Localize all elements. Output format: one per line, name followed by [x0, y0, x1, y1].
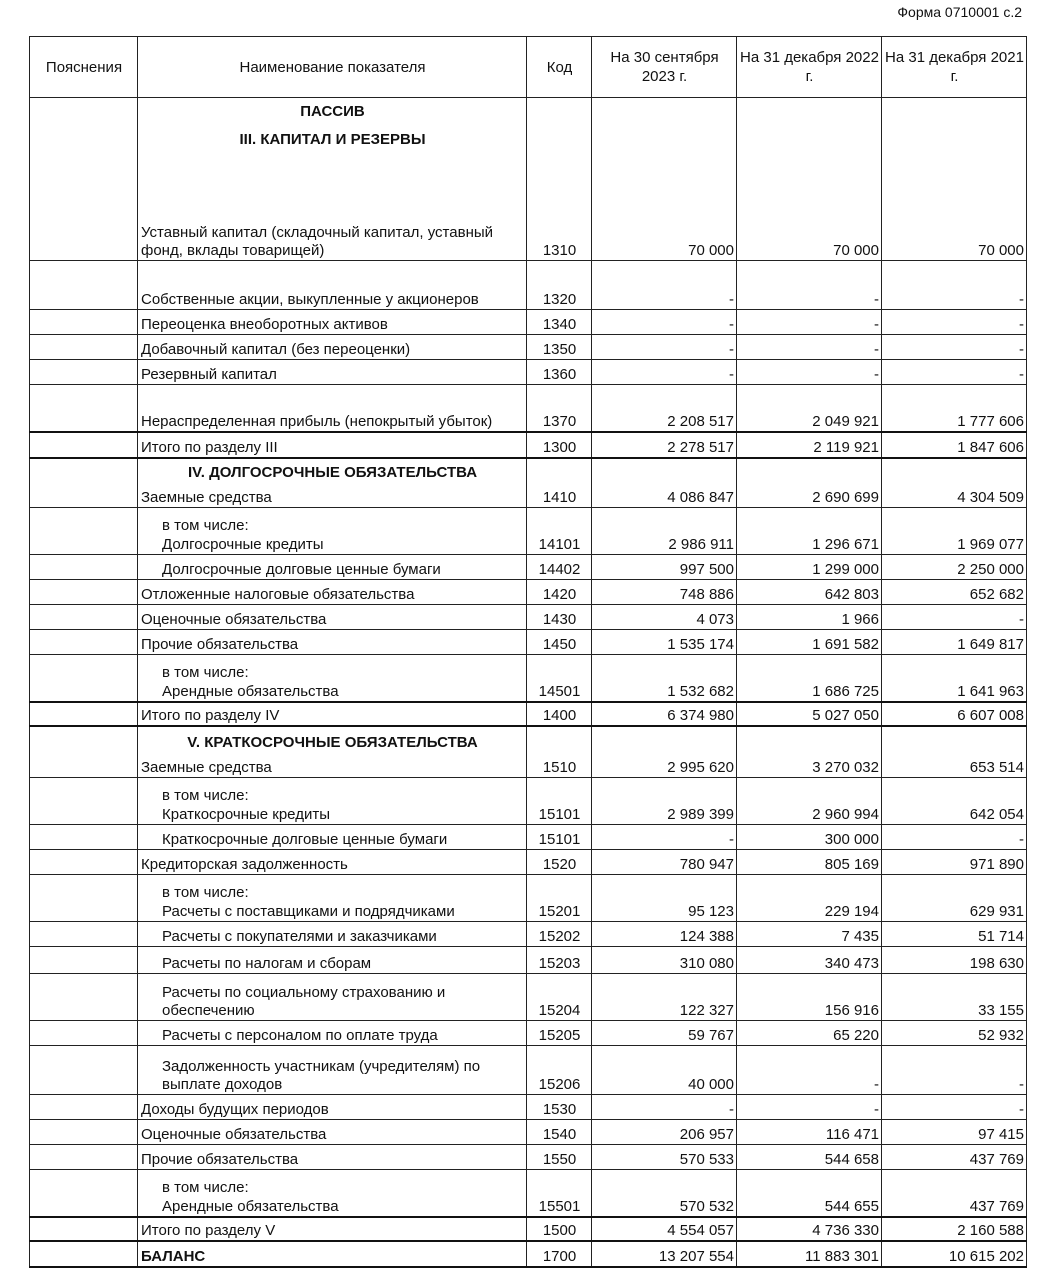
header-col-2022: На 31 декабря 2022 г. — [737, 37, 882, 98]
value-2022: 229 194 — [737, 875, 882, 922]
value-2023: 206 957 — [592, 1120, 737, 1145]
note-cell — [30, 1217, 138, 1241]
value-2023: 70 000 — [592, 154, 737, 261]
title-cell — [138, 98, 527, 155]
value-2022: 3 270 032 — [737, 726, 882, 778]
row-code: 1500 — [527, 1217, 592, 1241]
note-cell — [30, 1241, 138, 1267]
row-name: Краткосрочные кредиты — [162, 806, 330, 823]
value-2023: 2 995 620 — [592, 726, 737, 778]
value-2022: 116 471 — [737, 1120, 882, 1145]
row-name: Итого по разделу III — [141, 439, 278, 456]
value-2022: 340 473 — [737, 947, 882, 974]
sub-label: в том числе: — [162, 884, 249, 901]
row-label — [138, 508, 527, 555]
note-cell — [30, 1095, 138, 1120]
table-row — [30, 947, 1027, 974]
header-row — [30, 37, 1027, 98]
row-code: 15206 — [527, 1046, 592, 1095]
table-row — [30, 1021, 1027, 1046]
row-code: 1540 — [527, 1120, 592, 1145]
table-row — [30, 726, 1027, 778]
value-2022: 642 803 — [737, 580, 882, 605]
row-label — [138, 1120, 527, 1145]
row-label — [138, 580, 527, 605]
value-2023: 2 208 517 — [592, 385, 737, 433]
note-cell — [30, 432, 138, 458]
value-2023: 122 327 — [592, 974, 737, 1021]
value-2022: - — [737, 310, 882, 335]
header-code: Код — [527, 37, 592, 98]
table-row — [30, 310, 1027, 335]
row-name: Заемные средства — [141, 489, 272, 506]
row-label — [138, 335, 527, 360]
value-2023: 4 554 057 — [592, 1217, 737, 1241]
note-cell — [30, 458, 138, 508]
section-3-title: III. КАПИТАЛ И РЕЗЕРВЫ — [239, 131, 426, 148]
row-name: Оценочные обязательства — [141, 1126, 327, 1143]
row-name: Доходы будущих периодов — [141, 1101, 329, 1118]
value-2023: 4 073 — [592, 605, 737, 630]
row-code: 1340 — [527, 310, 592, 335]
value-2022: 5 027 050 — [737, 702, 882, 726]
value-2023: - — [592, 360, 737, 385]
value-2023: 1 532 682 — [592, 655, 737, 703]
header-notes: Пояснения — [30, 37, 138, 98]
value-2021: 1 777 606 — [882, 385, 1027, 433]
row-code: 15204 — [527, 974, 592, 1021]
note-cell — [30, 850, 138, 875]
value-2023: 2 278 517 — [592, 432, 737, 458]
row-label — [138, 1145, 527, 1170]
note-cell — [30, 630, 138, 655]
value-2022: 70 000 — [737, 154, 882, 261]
value-2023: - — [592, 335, 737, 360]
row-label — [138, 778, 527, 825]
table-row — [30, 1046, 1027, 1095]
value-2023: - — [592, 310, 737, 335]
table-row — [30, 1095, 1027, 1120]
row-label — [138, 875, 527, 922]
title-row — [30, 98, 1027, 155]
row-name: Прочие обязательства — [141, 1151, 299, 1168]
row-name: Заемные средства — [141, 759, 272, 776]
row-label — [138, 1046, 527, 1095]
value-2022: - — [737, 360, 882, 385]
note-cell — [30, 1120, 138, 1145]
table-row — [30, 1145, 1027, 1170]
value-2023: 95 123 — [592, 875, 737, 922]
value-2023: 2 986 911 — [592, 508, 737, 555]
value-2021: - — [882, 1095, 1027, 1120]
value-2021: - — [882, 1046, 1027, 1095]
row-name: Краткосрочные долговые ценные бумаги — [162, 831, 448, 848]
table-row — [30, 1120, 1027, 1145]
row-code: 1400 — [527, 702, 592, 726]
row-code: 1320 — [527, 261, 592, 310]
row-name: Долгосрочные кредиты — [162, 536, 324, 553]
value-2021: - — [882, 261, 1027, 310]
row-code: 14402 — [527, 555, 592, 580]
row-code: 1510 — [527, 726, 592, 778]
value-2021: 1 969 077 — [882, 508, 1027, 555]
balance-row — [30, 1241, 1027, 1267]
table-row — [30, 385, 1027, 433]
row-label — [138, 947, 527, 974]
value-2021: - — [882, 360, 1027, 385]
note-cell — [30, 702, 138, 726]
row-name: Расчеты с персоналом по оплате труда — [162, 1027, 438, 1044]
value-2022: - — [737, 261, 882, 310]
section-title: IV. ДОЛГОСРОЧНЫЕ ОБЯЗАТЕЛЬСТВА — [187, 464, 478, 481]
value-2021: 2 160 588 — [882, 1217, 1027, 1241]
value-2023: - — [592, 1095, 737, 1120]
note-cell — [30, 555, 138, 580]
note-cell — [30, 1145, 138, 1170]
code-cell — [527, 98, 592, 155]
value-2022: - — [737, 1095, 882, 1120]
value-2021: 4 304 509 — [882, 458, 1027, 508]
row-code: 1370 — [527, 385, 592, 433]
value-2021: - — [882, 310, 1027, 335]
value-2022: 156 916 — [737, 974, 882, 1021]
value-2021: 52 932 — [882, 1021, 1027, 1046]
table-row — [30, 580, 1027, 605]
row-code: 1350 — [527, 335, 592, 360]
row-code: 1410 — [527, 458, 592, 508]
row-code: 15101 — [527, 778, 592, 825]
header-col-2021: На 31 декабря 2021 г. — [882, 37, 1027, 98]
header-name: Наименование показателя — [138, 37, 527, 98]
row-code: 1300 — [527, 432, 592, 458]
note-cell — [30, 385, 138, 433]
value-2023: 997 500 — [592, 555, 737, 580]
value-2022: 1 299 000 — [737, 555, 882, 580]
value-2023: 13 207 554 — [592, 1241, 737, 1267]
row-label — [138, 726, 527, 778]
table-row — [30, 335, 1027, 360]
row-label — [138, 1170, 527, 1218]
row-label — [138, 825, 527, 850]
note-cell — [30, 261, 138, 310]
row-code: 15205 — [527, 1021, 592, 1046]
row-name: Оценочные обязательства — [141, 611, 327, 628]
note-cell — [30, 778, 138, 825]
row-code: 1450 — [527, 630, 592, 655]
row-code: 1530 — [527, 1095, 592, 1120]
value-2021: 1 641 963 — [882, 655, 1027, 703]
row-name: Арендные обязательства — [162, 1198, 339, 1215]
balance-sheet-table — [29, 36, 1027, 1268]
row-label — [138, 605, 527, 630]
row-name: Прочие обязательства — [141, 636, 299, 653]
row-label — [138, 385, 527, 433]
total-row — [30, 702, 1027, 726]
value-2021: 33 155 — [882, 974, 1027, 1021]
note-cell — [30, 974, 138, 1021]
row-code: 1430 — [527, 605, 592, 630]
row-label — [138, 974, 527, 1021]
row-code: 15203 — [527, 947, 592, 974]
header-col-2023: На 30 сентября 2023 г. — [592, 37, 737, 98]
form-reference: Форма 0710001 с.2 — [897, 4, 1022, 20]
value-2022: 4 736 330 — [737, 1217, 882, 1241]
value-2023: 780 947 — [592, 850, 737, 875]
table-row — [30, 922, 1027, 947]
value-2022: 2 690 699 — [737, 458, 882, 508]
row-name: Итого по разделу IV — [141, 707, 280, 724]
value-2022: 11 883 301 — [737, 1241, 882, 1267]
value-2021: 971 890 — [882, 850, 1027, 875]
value-2021: 642 054 — [882, 778, 1027, 825]
value-2023: 748 886 — [592, 580, 737, 605]
value-2022: 1 966 — [737, 605, 882, 630]
table-row — [30, 630, 1027, 655]
note-cell — [30, 825, 138, 850]
row-label — [138, 1217, 527, 1241]
value-cell — [592, 98, 737, 155]
row-code: 1700 — [527, 1241, 592, 1267]
value-2021: 437 769 — [882, 1145, 1027, 1170]
row-name: Переоценка внеоборотных активов — [141, 316, 388, 333]
note-cell — [30, 1046, 138, 1095]
row-label — [138, 1095, 527, 1120]
note-cell — [30, 875, 138, 922]
note-cell — [30, 922, 138, 947]
row-name: Собственные акции, выкупленные у акционеров — [141, 291, 479, 308]
row-label — [138, 702, 527, 726]
value-2022: - — [737, 1046, 882, 1095]
value-2022: 544 655 — [737, 1170, 882, 1218]
row-code: 15201 — [527, 875, 592, 922]
value-2021: 1 847 606 — [882, 432, 1027, 458]
row-name: Уставный капитал (складочный капитал, уставный фонд, вклады товарищей) — [141, 224, 494, 259]
note-cell — [30, 580, 138, 605]
note-cell — [30, 1170, 138, 1218]
row-name: Расчеты с поставщиками и подрядчиками — [162, 903, 455, 920]
row-label — [138, 360, 527, 385]
table-row — [30, 508, 1027, 555]
value-2021: 629 931 — [882, 875, 1027, 922]
table-row — [30, 360, 1027, 385]
row-code: 1550 — [527, 1145, 592, 1170]
row-code: 15202 — [527, 922, 592, 947]
table-row — [30, 458, 1027, 508]
row-code: 14501 — [527, 655, 592, 703]
value-2022: 300 000 — [737, 825, 882, 850]
value-2021: 652 682 — [882, 580, 1027, 605]
row-code: 1360 — [527, 360, 592, 385]
sub-label: в том числе: — [162, 787, 249, 804]
sub-label: в том числе: — [162, 1179, 249, 1196]
row-code: 1520 — [527, 850, 592, 875]
value-2021: 198 630 — [882, 947, 1027, 974]
total-row — [30, 432, 1027, 458]
table-row — [30, 154, 1027, 261]
section-title: V. КРАТКОСРОЧНЫЕ ОБЯЗАТЕЛЬСТВА — [187, 734, 478, 751]
row-name: Добавочный капитал (без переоценки) — [141, 341, 411, 358]
row-name: Кредиторская задолженность — [141, 856, 348, 873]
value-2021: - — [882, 605, 1027, 630]
row-name: Расчеты по социальному страхованию и обеспечению — [162, 984, 446, 1019]
table-row — [30, 655, 1027, 703]
note-cell — [30, 947, 138, 974]
note-cell — [30, 98, 138, 155]
value-2021: 653 514 — [882, 726, 1027, 778]
note-cell — [30, 154, 138, 261]
table-row — [30, 875, 1027, 922]
row-name: Итого по разделу V — [141, 1222, 276, 1239]
row-label — [138, 850, 527, 875]
total-row — [30, 1217, 1027, 1241]
row-name: Нераспределенная прибыль (непокрытый убыток) — [141, 413, 493, 430]
row-label — [138, 310, 527, 335]
row-label — [138, 458, 527, 508]
value-2023: 4 086 847 — [592, 458, 737, 508]
note-cell — [30, 1021, 138, 1046]
row-label — [138, 432, 527, 458]
row-label — [138, 1241, 527, 1267]
value-2023: 1 535 174 — [592, 630, 737, 655]
value-2023: 2 989 399 — [592, 778, 737, 825]
row-name: Расчеты с покупателями и заказчиками — [162, 928, 437, 945]
value-2022: 805 169 — [737, 850, 882, 875]
value-2022: 2 119 921 — [737, 432, 882, 458]
row-code: 1310 — [527, 154, 592, 261]
row-label — [138, 154, 527, 261]
value-2022: 7 435 — [737, 922, 882, 947]
row-name: Арендные обязательства — [162, 683, 339, 700]
row-name: Резервный капитал — [141, 366, 277, 383]
value-2021: 70 000 — [882, 154, 1027, 261]
table-row — [30, 1170, 1027, 1218]
row-name: Задолженность участникам (учредителям) по выплате доходов — [162, 1058, 481, 1093]
table-body — [30, 98, 1027, 1268]
value-2023: 570 533 — [592, 1145, 737, 1170]
value-2022: 544 658 — [737, 1145, 882, 1170]
value-2023: 6 374 980 — [592, 702, 737, 726]
value-cell — [882, 98, 1027, 155]
row-label — [138, 261, 527, 310]
table-row — [30, 555, 1027, 580]
note-cell — [30, 605, 138, 630]
value-2023: - — [592, 825, 737, 850]
value-2021: 2 250 000 — [882, 555, 1027, 580]
row-code: 15101 — [527, 825, 592, 850]
row-name: Долгосрочные долговые ценные бумаги — [162, 561, 441, 578]
value-2023: 59 767 — [592, 1021, 737, 1046]
table-row — [30, 261, 1027, 310]
value-2023: 310 080 — [592, 947, 737, 974]
note-cell — [30, 655, 138, 703]
row-code: 1420 — [527, 580, 592, 605]
note-cell — [30, 335, 138, 360]
row-label — [138, 630, 527, 655]
row-code: 15501 — [527, 1170, 592, 1218]
table-row — [30, 605, 1027, 630]
value-2021: 1 649 817 — [882, 630, 1027, 655]
row-name: Расчеты по налогам и сборам — [162, 955, 372, 972]
value-2021: - — [882, 825, 1027, 850]
value-2023: 124 388 — [592, 922, 737, 947]
row-code: 14101 — [527, 508, 592, 555]
passiv-title: ПАССИВ — [300, 103, 365, 120]
value-2022: 1 296 671 — [737, 508, 882, 555]
value-2021: 97 415 — [882, 1120, 1027, 1145]
table-row — [30, 850, 1027, 875]
note-cell — [30, 508, 138, 555]
value-2022: 65 220 — [737, 1021, 882, 1046]
value-2022: 1 686 725 — [737, 655, 882, 703]
row-label — [138, 1021, 527, 1046]
note-cell — [30, 310, 138, 335]
value-2022: 1 691 582 — [737, 630, 882, 655]
value-2021: 10 615 202 — [882, 1241, 1027, 1267]
sub-label: в том числе: — [162, 517, 249, 534]
sub-label: в том числе: — [162, 664, 249, 681]
row-name: БАЛАНС — [141, 1248, 206, 1265]
value-2023: 40 000 — [592, 1046, 737, 1095]
value-2023: - — [592, 261, 737, 310]
value-2021: - — [882, 335, 1027, 360]
row-name: Отложенные налоговые обязательства — [141, 586, 415, 603]
value-2022: 2 049 921 — [737, 385, 882, 433]
value-2021: 6 607 008 — [882, 702, 1027, 726]
row-label — [138, 555, 527, 580]
value-2022: - — [737, 335, 882, 360]
value-2022: 2 960 994 — [737, 778, 882, 825]
value-2023: 570 532 — [592, 1170, 737, 1218]
row-label — [138, 655, 527, 703]
value-cell — [737, 98, 882, 155]
value-2021: 437 769 — [882, 1170, 1027, 1218]
table-row — [30, 825, 1027, 850]
note-cell — [30, 360, 138, 385]
value-2021: 51 714 — [882, 922, 1027, 947]
row-label — [138, 922, 527, 947]
note-cell — [30, 726, 138, 778]
table-row — [30, 974, 1027, 1021]
table-row — [30, 778, 1027, 825]
